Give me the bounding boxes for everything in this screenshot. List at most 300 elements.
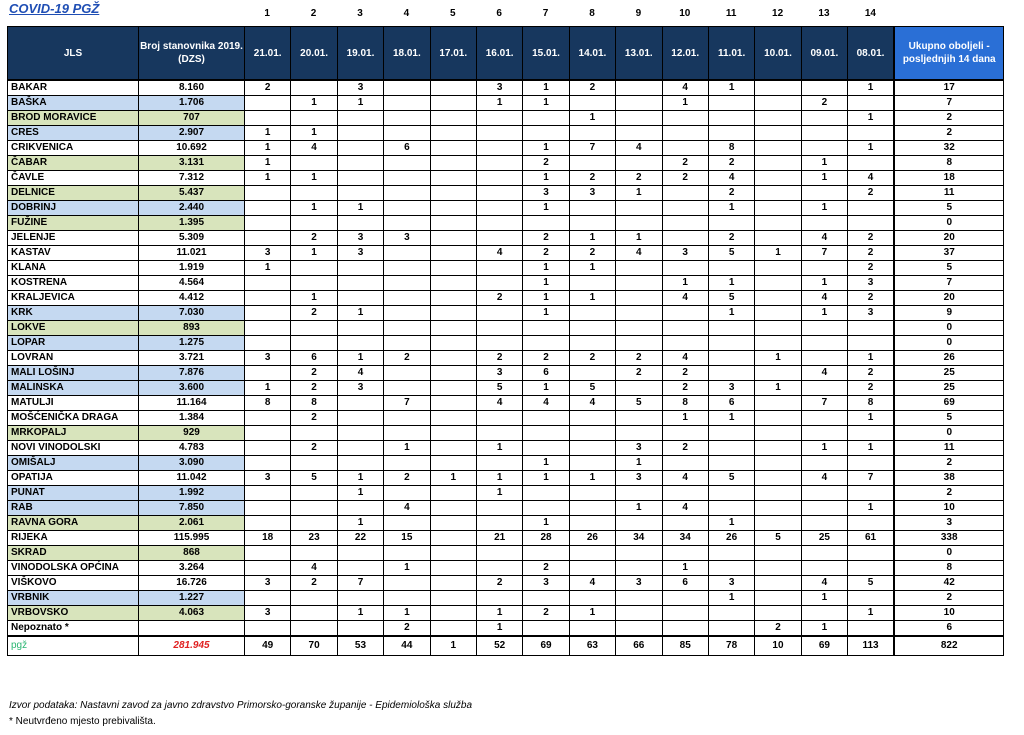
case-count-cell: 3	[569, 186, 615, 201]
case-count-cell	[755, 261, 801, 276]
municipality-name: VRBNIK	[8, 591, 139, 606]
case-count-cell: 2	[662, 366, 708, 381]
table-row	[8, 156, 1004, 171]
case-count-cell	[755, 441, 801, 456]
case-count-cell: 5	[708, 471, 754, 486]
case-count-cell	[291, 261, 337, 276]
population-cell: 893	[139, 321, 245, 336]
case-count-cell: 18	[245, 531, 291, 546]
case-count-cell: 2	[291, 381, 337, 396]
population-cell: 1.992	[139, 486, 245, 501]
case-count-cell: 1	[708, 306, 754, 321]
case-count-cell	[708, 456, 754, 471]
case-count-cell	[245, 276, 291, 291]
case-count-cell: 1	[569, 606, 615, 621]
table-row	[8, 126, 1004, 141]
case-count-cell	[476, 201, 522, 216]
case-count-cell: 1	[523, 171, 569, 186]
total-cell: 32	[894, 141, 1004, 156]
case-count-cell: 3	[476, 366, 522, 381]
population-cell: 4.783	[139, 441, 245, 456]
case-count-cell	[569, 306, 615, 321]
municipality-name: MALINSKA	[8, 381, 139, 396]
case-count-cell: 1	[708, 201, 754, 216]
total-cell: 6	[894, 621, 1004, 637]
case-count-cell	[337, 456, 383, 471]
case-count-cell	[523, 486, 569, 501]
sum-cell: 52	[476, 636, 522, 656]
table-row	[8, 111, 1004, 126]
case-count-cell: 7	[848, 471, 894, 486]
case-count-cell	[662, 261, 708, 276]
case-count-cell: 1	[523, 96, 569, 111]
table-row	[8, 516, 1004, 531]
case-count-cell: 7	[337, 576, 383, 591]
case-count-cell: 1	[801, 441, 847, 456]
case-count-cell	[708, 261, 754, 276]
total-cell: 17	[894, 80, 1004, 96]
case-count-cell: 1	[848, 441, 894, 456]
case-count-cell: 3	[616, 576, 662, 591]
case-count-cell	[476, 336, 522, 351]
case-count-cell: 4	[662, 80, 708, 96]
case-count-cell: 2	[616, 366, 662, 381]
column-number: 4	[403, 8, 410, 19]
case-count-cell	[337, 426, 383, 441]
case-count-cell: 1	[569, 261, 615, 276]
case-count-cell	[430, 576, 476, 591]
case-count-cell: 4	[476, 396, 522, 411]
case-count-cell	[430, 501, 476, 516]
sum-cell: 70	[291, 636, 337, 656]
total-cell: 69	[894, 396, 1004, 411]
case-count-cell	[384, 336, 430, 351]
table-row	[8, 441, 1004, 456]
case-count-cell: 1	[801, 306, 847, 321]
population-cell: 1.227	[139, 591, 245, 606]
case-count-cell: 1	[337, 306, 383, 321]
case-count-cell: 1	[523, 381, 569, 396]
municipality-name: Nepoznato *	[8, 621, 139, 637]
case-count-cell: 1	[848, 141, 894, 156]
case-count-cell	[384, 456, 430, 471]
municipality-name: MRKOPALJ	[8, 426, 139, 441]
table-row	[8, 351, 1004, 366]
case-count-cell: 1	[801, 156, 847, 171]
case-count-cell	[755, 321, 801, 336]
case-count-cell: 4	[337, 366, 383, 381]
case-count-cell	[801, 111, 847, 126]
population-cell: 2.061	[139, 516, 245, 531]
case-count-cell: 1	[848, 80, 894, 96]
case-count-cell	[430, 156, 476, 171]
case-count-cell	[616, 126, 662, 141]
case-count-cell	[245, 291, 291, 306]
case-count-cell	[708, 486, 754, 501]
table-row	[8, 201, 1004, 216]
case-count-cell	[708, 441, 754, 456]
table-row	[8, 216, 1004, 231]
case-count-cell: 1	[801, 171, 847, 186]
case-count-cell	[337, 546, 383, 561]
case-count-cell	[476, 321, 522, 336]
case-count-cell	[755, 426, 801, 441]
case-count-cell	[245, 186, 291, 201]
case-count-cell: 3	[848, 276, 894, 291]
footer	[9, 698, 472, 730]
case-count-cell	[616, 546, 662, 561]
municipality-name: KOSTRENA	[8, 276, 139, 291]
case-count-cell: 1	[662, 411, 708, 426]
case-count-cell	[245, 111, 291, 126]
case-count-cell	[384, 80, 430, 96]
municipality-name: JELENJE	[8, 231, 139, 246]
case-count-cell: 1	[801, 201, 847, 216]
case-count-cell	[848, 336, 894, 351]
population-cell: 11.021	[139, 246, 245, 261]
total-cell: 10	[894, 501, 1004, 516]
case-count-cell	[755, 336, 801, 351]
case-count-cell: 1	[801, 591, 847, 606]
case-count-cell	[384, 291, 430, 306]
case-count-cell: 4	[616, 141, 662, 156]
case-count-cell	[801, 80, 847, 96]
case-count-cell: 8	[245, 396, 291, 411]
sum-cell: 78	[708, 636, 754, 656]
case-count-cell	[755, 411, 801, 426]
case-count-cell	[569, 276, 615, 291]
case-count-cell: 4	[662, 351, 708, 366]
case-count-cell: 1	[708, 80, 754, 96]
case-count-cell	[430, 396, 476, 411]
case-count-cell	[430, 546, 476, 561]
column-number: 5	[450, 8, 456, 19]
case-count-cell	[662, 186, 708, 201]
case-count-cell	[245, 306, 291, 321]
case-count-cell: 1	[291, 201, 337, 216]
case-count-cell	[848, 486, 894, 501]
case-count-cell: 4	[616, 246, 662, 261]
case-count-cell: 4	[523, 396, 569, 411]
municipality-name: DELNICE	[8, 186, 139, 201]
case-count-cell	[662, 231, 708, 246]
case-count-cell: 7	[801, 246, 847, 261]
case-count-cell	[569, 201, 615, 216]
case-count-cell	[291, 426, 337, 441]
case-count-cell	[430, 561, 476, 576]
case-count-cell	[430, 606, 476, 621]
case-count-cell	[523, 411, 569, 426]
case-count-cell	[801, 501, 847, 516]
case-count-cell	[801, 321, 847, 336]
case-count-cell	[476, 591, 522, 606]
covid-table	[7, 26, 1004, 656]
population-cell: 1.384	[139, 411, 245, 426]
case-count-cell	[245, 336, 291, 351]
case-count-cell: 5	[708, 246, 754, 261]
population-cell: 11.042	[139, 471, 245, 486]
case-count-cell	[430, 351, 476, 366]
case-count-cell	[755, 186, 801, 201]
table-row	[8, 141, 1004, 156]
case-count-cell	[430, 486, 476, 501]
case-count-cell: 6	[291, 351, 337, 366]
population-cell: 115.995	[139, 531, 245, 546]
header-date: 16.01.	[476, 27, 522, 81]
case-count-cell	[616, 516, 662, 531]
case-count-cell	[476, 186, 522, 201]
case-count-cell: 1	[337, 201, 383, 216]
case-count-cell: 23	[291, 531, 337, 546]
case-count-cell	[384, 486, 430, 501]
case-count-cell	[384, 591, 430, 606]
table-row	[8, 396, 1004, 411]
case-count-cell	[755, 171, 801, 186]
case-count-cell: 2	[755, 621, 801, 637]
table-row	[8, 606, 1004, 621]
column-number: 9	[635, 8, 642, 19]
case-count-cell	[708, 426, 754, 441]
sum-cell: 53	[337, 636, 383, 656]
table-row	[8, 306, 1004, 321]
population-cell: 7.312	[139, 171, 245, 186]
case-count-cell: 2	[708, 156, 754, 171]
total-cell: 0	[894, 546, 1004, 561]
case-count-cell	[662, 141, 708, 156]
case-count-cell	[616, 201, 662, 216]
case-count-cell	[801, 456, 847, 471]
case-count-cell: 34	[616, 531, 662, 546]
case-count-cell	[569, 621, 615, 637]
case-count-cell: 1	[569, 231, 615, 246]
case-count-cell	[616, 606, 662, 621]
case-count-cell	[708, 96, 754, 111]
case-count-cell	[337, 261, 383, 276]
case-count-cell: 4	[476, 246, 522, 261]
case-count-cell: 5	[569, 381, 615, 396]
municipality-name: KASTAV	[8, 246, 139, 261]
case-count-cell: 3	[523, 576, 569, 591]
case-count-cell: 2	[569, 171, 615, 186]
case-count-cell	[430, 321, 476, 336]
column-number: 10	[679, 8, 691, 19]
case-count-cell	[245, 456, 291, 471]
population-cell: 929	[139, 426, 245, 441]
case-count-cell	[848, 546, 894, 561]
case-count-cell	[569, 591, 615, 606]
case-count-cell	[291, 591, 337, 606]
population-cell: 2.907	[139, 126, 245, 141]
case-count-cell: 2	[384, 351, 430, 366]
case-count-cell: 15	[384, 531, 430, 546]
sum-cell: 49	[245, 636, 291, 656]
case-count-cell	[476, 411, 522, 426]
case-count-cell	[708, 561, 754, 576]
case-count-cell: 1	[848, 606, 894, 621]
case-count-cell	[476, 276, 522, 291]
case-count-cell	[755, 396, 801, 411]
case-count-cell	[569, 321, 615, 336]
sum-cell: 113	[848, 636, 894, 656]
case-count-cell: 4	[801, 291, 847, 306]
sum-label: pgž	[8, 636, 139, 656]
case-count-cell: 2	[523, 561, 569, 576]
case-count-cell: 2	[848, 291, 894, 306]
case-count-cell: 1	[523, 306, 569, 321]
case-count-cell	[662, 336, 708, 351]
population-cell: 11.164	[139, 396, 245, 411]
total-cell: 26	[894, 351, 1004, 366]
case-count-cell	[430, 201, 476, 216]
column-number: 2	[310, 8, 317, 19]
case-count-cell	[337, 621, 383, 637]
table-row	[8, 96, 1004, 111]
case-count-cell	[755, 456, 801, 471]
case-count-cell	[337, 156, 383, 171]
case-count-cell	[430, 441, 476, 456]
case-count-cell	[291, 516, 337, 531]
total-cell: 18	[894, 171, 1004, 186]
case-count-cell: 2	[245, 80, 291, 96]
case-count-cell: 3	[384, 231, 430, 246]
case-count-cell: 1	[801, 276, 847, 291]
case-count-cell: 1	[755, 381, 801, 396]
total-cell: 338	[894, 531, 1004, 546]
total-cell: 9	[894, 306, 1004, 321]
case-count-cell	[755, 111, 801, 126]
case-count-cell: 2	[523, 231, 569, 246]
case-count-cell: 1	[245, 156, 291, 171]
case-count-cell	[848, 561, 894, 576]
case-count-cell	[569, 516, 615, 531]
case-count-cell	[291, 276, 337, 291]
case-count-cell	[801, 186, 847, 201]
case-count-cell	[662, 486, 708, 501]
case-count-cell	[616, 591, 662, 606]
municipality-name: SKRAD	[8, 546, 139, 561]
case-count-cell	[801, 411, 847, 426]
total-cell: 8	[894, 156, 1004, 171]
case-count-cell: 5	[708, 291, 754, 306]
case-count-cell: 1	[523, 141, 569, 156]
case-count-cell: 5	[616, 396, 662, 411]
header-date: 12.01.	[662, 27, 708, 81]
case-count-cell	[755, 276, 801, 291]
case-count-cell: 4	[708, 171, 754, 186]
total-cell: 20	[894, 291, 1004, 306]
population-cell: 868	[139, 546, 245, 561]
header-date: 20.01.	[291, 27, 337, 81]
municipality-name: LOPAR	[8, 336, 139, 351]
case-count-cell: 2	[848, 261, 894, 276]
municipality-name: KLANA	[8, 261, 139, 276]
case-count-cell	[616, 561, 662, 576]
case-count-cell	[384, 201, 430, 216]
case-count-cell	[523, 426, 569, 441]
total-cell: 10	[894, 606, 1004, 621]
total-cell: 2	[894, 456, 1004, 471]
total-cell: 0	[894, 336, 1004, 351]
case-count-cell: 2	[476, 351, 522, 366]
case-count-cell	[430, 591, 476, 606]
case-count-cell	[708, 546, 754, 561]
case-count-cell	[337, 126, 383, 141]
case-count-cell	[337, 186, 383, 201]
municipality-name: OPATIJA	[8, 471, 139, 486]
population-cell: 5.309	[139, 231, 245, 246]
case-count-cell	[848, 216, 894, 231]
case-count-cell: 4	[801, 576, 847, 591]
case-count-cell	[337, 441, 383, 456]
total-cell: 2	[894, 111, 1004, 126]
case-count-cell	[569, 441, 615, 456]
case-count-cell	[708, 111, 754, 126]
case-count-cell: 2	[662, 441, 708, 456]
total-cell: 0	[894, 426, 1004, 441]
case-count-cell: 3	[337, 381, 383, 396]
population-cell: 10.692	[139, 141, 245, 156]
case-count-cell	[430, 246, 476, 261]
case-count-cell	[384, 126, 430, 141]
case-count-cell	[801, 486, 847, 501]
case-count-cell: 1	[848, 411, 894, 426]
case-count-cell: 2	[523, 351, 569, 366]
case-count-cell	[476, 156, 522, 171]
case-count-cell: 4	[291, 561, 337, 576]
case-count-cell	[848, 321, 894, 336]
case-count-cell: 8	[662, 396, 708, 411]
case-count-cell: 2	[848, 231, 894, 246]
header-date: 08.01.	[848, 27, 894, 81]
case-count-cell	[755, 546, 801, 561]
case-count-cell	[755, 471, 801, 486]
case-count-cell	[662, 516, 708, 531]
case-count-cell	[848, 201, 894, 216]
case-count-cell	[430, 426, 476, 441]
case-count-cell	[569, 156, 615, 171]
case-count-cell: 2	[384, 471, 430, 486]
case-count-cell	[662, 426, 708, 441]
case-count-cell	[337, 321, 383, 336]
case-count-cell: 1	[291, 96, 337, 111]
case-count-cell: 4	[848, 171, 894, 186]
case-count-cell: 1	[476, 486, 522, 501]
table-row	[8, 381, 1004, 396]
municipality-name: DOBRINJ	[8, 201, 139, 216]
case-count-cell	[801, 351, 847, 366]
case-count-cell: 1	[291, 246, 337, 261]
case-count-cell	[430, 171, 476, 186]
case-count-cell	[430, 111, 476, 126]
case-count-cell	[384, 276, 430, 291]
case-count-cell	[616, 486, 662, 501]
case-count-cell	[245, 486, 291, 501]
header-date: 14.01.	[569, 27, 615, 81]
case-count-cell	[384, 156, 430, 171]
case-count-cell	[430, 531, 476, 546]
case-count-cell	[430, 306, 476, 321]
case-count-cell: 3	[708, 381, 754, 396]
case-count-cell	[662, 126, 708, 141]
case-count-cell: 2	[476, 576, 522, 591]
case-count-cell	[616, 261, 662, 276]
table-row	[8, 366, 1004, 381]
case-count-cell	[616, 381, 662, 396]
case-count-cell: 1	[337, 486, 383, 501]
case-count-cell	[755, 291, 801, 306]
total-cell: 8	[894, 561, 1004, 576]
sum-cell: 63	[569, 636, 615, 656]
